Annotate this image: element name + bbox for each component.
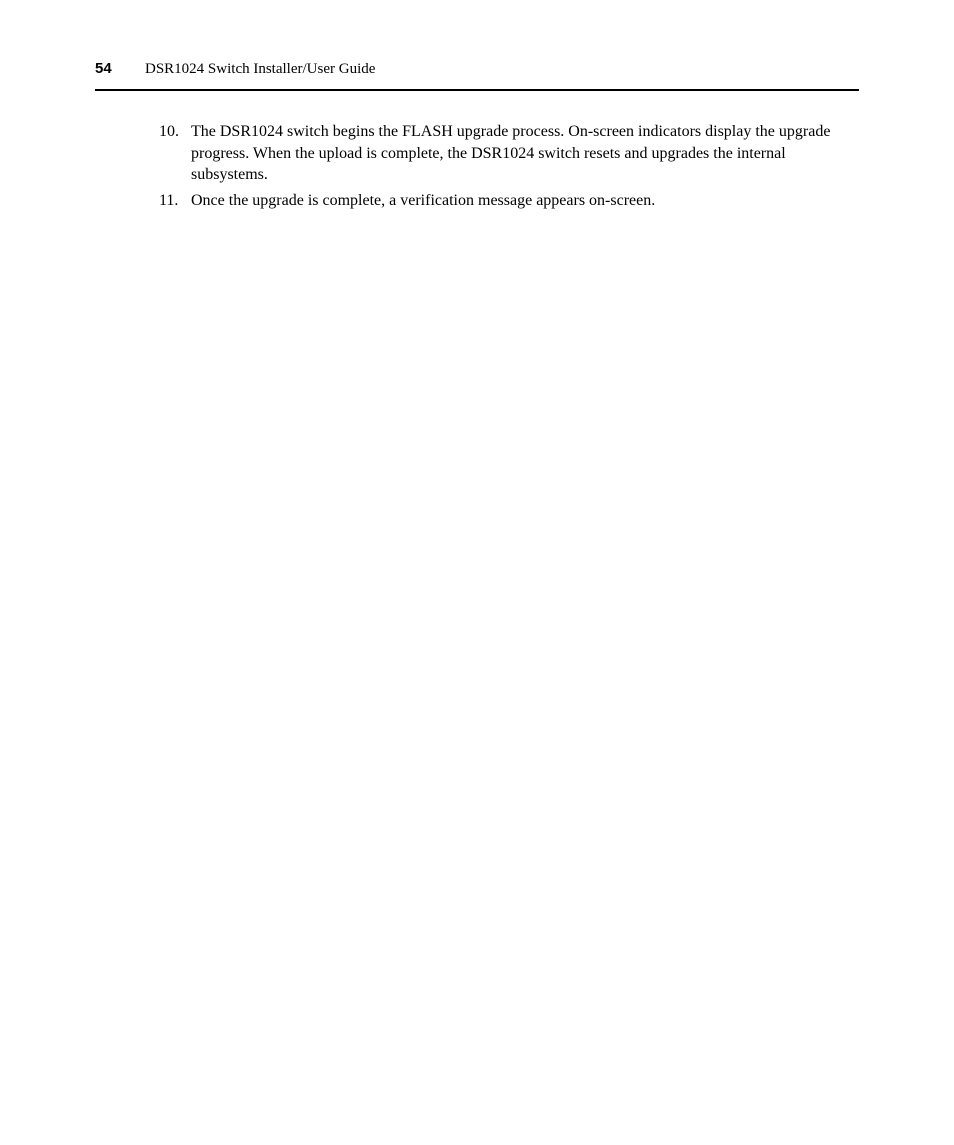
- procedure-steps: [159, 121, 859, 215]
- step-item: [159, 121, 859, 186]
- header-divider: [95, 89, 859, 91]
- running-title: DSR1024 Switch Installer/User Guide: [145, 61, 376, 77]
- step-number: 11.: [159, 191, 179, 209]
- page-header: [95, 58, 859, 80]
- step-text: Once the upgrade is complete, a verification message appears on-screen.: [191, 191, 656, 209]
- page-number: 54: [95, 60, 112, 77]
- step-item: [159, 190, 859, 212]
- step-text: The DSR1024 switch begins the FLASH upgrade process. On-screen indicators display the upgrade progress. When the upload is complete, the DSR1024 switch resets and upgrades the internal subsystems.: [191, 123, 831, 183]
- step-number: 10.: [159, 123, 179, 140]
